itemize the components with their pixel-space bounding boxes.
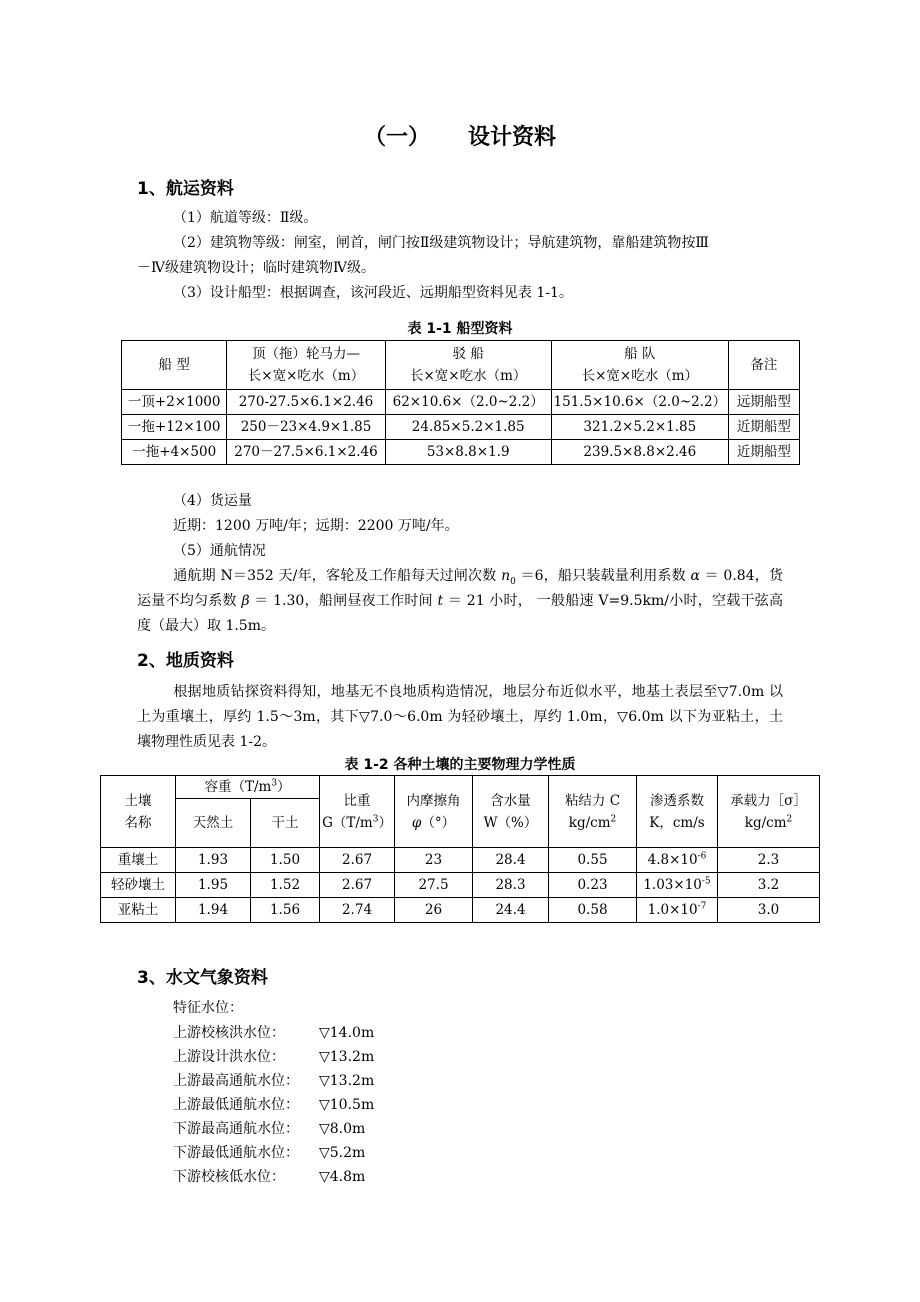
- t2-cell: 1.94: [176, 898, 251, 923]
- t2-header-density: 容重$(T/m^3)$: [176, 776, 320, 799]
- t2-cell: 27.5: [395, 873, 473, 898]
- water-level-item: 下游校核低水位： ▽4.8m: [173, 1169, 366, 1185]
- t1-cell: 一顶+2×1000: [122, 390, 227, 415]
- s1-item-1: （1）航道等级：Ⅱ级。: [173, 210, 318, 226]
- table-2-caption: 表 1-2 各种土壤的主要物理力学性质: [344, 757, 576, 773]
- t2-header-water: 含水量 W（%）: [473, 776, 549, 848]
- t1-cell: 一拖+12×100: [122, 415, 227, 440]
- t2-cell: 1.95: [176, 873, 251, 898]
- s1-item-2-line2: －Ⅳ级建筑物设计；临时建筑物Ⅳ级。: [137, 260, 375, 276]
- table-2-soil-properties: [100, 775, 820, 923]
- t2-cell: 1.52: [251, 873, 320, 898]
- table-row: [122, 390, 800, 415]
- t2-cell: 0.23: [549, 873, 637, 898]
- t2-header-sg: 比重 $G(T/m^3)$: [320, 776, 395, 848]
- t2-cell: 0.58: [549, 898, 637, 923]
- s1-item-4-text: 近期：1200 万吨/年；远期：2200 万吨/年。: [173, 518, 459, 534]
- table-row: [122, 415, 800, 440]
- t1-cell: 62×10.6×（2.0~2.2）: [385, 390, 551, 415]
- t2-cell: 亚粘土: [101, 898, 176, 923]
- t1-cell: 53×8.8×1.9: [385, 440, 551, 465]
- table-row: [101, 898, 820, 923]
- s1-item-3: （3）设计船型：根据调查，该河段近、远期船型资料见表 1-1。: [173, 285, 573, 301]
- t2-cell: 重壤土: [101, 848, 176, 873]
- t1-cell: 151.5×10.6×（2.0~2.2）: [551, 390, 728, 415]
- t2-cell: 3.2: [718, 873, 820, 898]
- t2-cell: 1.50: [251, 848, 320, 873]
- t2-cell: 26: [395, 898, 473, 923]
- t2-cell: 2.74: [320, 898, 395, 923]
- water-level-intro: 特征水位：: [173, 1000, 243, 1016]
- t2-cell: 轻砂壤土: [101, 873, 176, 898]
- table-1-ship-types: [121, 340, 800, 465]
- t1-header-tug: 顶（拖）轮马力— 长×宽×吃水（m）: [227, 341, 385, 390]
- t2-cell: 2.67: [320, 848, 395, 873]
- t2-cell: 1.56: [251, 898, 320, 923]
- t2-header-bearing: 承载力［σ］ $kg/cm^2$: [718, 776, 820, 848]
- t1-cell: 远期船型: [728, 390, 799, 415]
- t2-cell: 2.3: [718, 848, 820, 873]
- t2-cell: 28.4: [473, 848, 549, 873]
- t1-cell: 24.85×5.2×1.85: [385, 415, 551, 440]
- t1-cell: 239.5×8.8×2.46: [551, 440, 728, 465]
- t2-header-dry: 干土: [251, 799, 320, 848]
- document-title: [0, 120, 920, 151]
- t1-cell: 近期船型: [728, 440, 799, 465]
- t1-header-fleet: 船 队 长×宽×吃水（m）: [551, 341, 728, 390]
- t2-header-soil: 土壤 名称: [101, 776, 176, 848]
- table-1-caption: 表 1-1 船型资料: [407, 321, 513, 337]
- water-level-item: 下游最低通航水位： ▽5.2m: [173, 1145, 366, 1161]
- title-number: （一）: [363, 125, 430, 150]
- t1-header-barge: 驳 船 长×宽×吃水（m）: [385, 341, 551, 390]
- section-3-heading: 3、水文气象资料: [137, 968, 268, 988]
- t2-cell: 1.93: [176, 848, 251, 873]
- section-1-heading: 1、航运资料: [137, 179, 234, 199]
- t1-header-note: 备注: [728, 341, 799, 390]
- t1-cell: 270-27.5×6.1×2.46: [227, 390, 385, 415]
- s1-item-5-text: 通航期 N＝352 天/年，客轮及工作船每天过闸次数 $n_0 =6$，船只装载量利用系数 α ＝ 0.84，货运量不均匀系数 β ＝ 1.30，船闸昼夜工作时间 t ＝ 21 小时， 一般船速 V=9.5km/小时，空载干弦高度（最大）取 1.5m。: [137, 568, 783, 634]
- t2-cell: 0.55: [549, 848, 637, 873]
- s1-item-5: （5）通航情况: [173, 543, 266, 559]
- t2-cell: 28.3: [473, 873, 549, 898]
- table-row: [101, 873, 820, 898]
- section-2-heading: 2、地质资料: [137, 651, 234, 671]
- t2-cell: $1.0\times 10^{-7}$: [637, 898, 718, 923]
- t1-header-ship: 船 型: [122, 341, 227, 390]
- t1-cell: 近期船型: [728, 415, 799, 440]
- t2-header-cohesion: 粘结力 C $kg/cm^2$: [549, 776, 637, 848]
- t2-cell: $1.03\times 10^{-5}$: [637, 873, 718, 898]
- table-row: [101, 848, 820, 873]
- water-level-item: 上游最高通航水位： ▽13.2m: [173, 1073, 375, 1089]
- water-level-item: 上游最低通航水位： ▽10.5m: [173, 1097, 375, 1113]
- water-level-item: 上游校核洪水位： ▽14.0m: [173, 1025, 375, 1041]
- t2-header-friction: 内摩擦角 φ（°）: [395, 776, 473, 848]
- table-row: [122, 440, 800, 465]
- t2-cell: 23: [395, 848, 473, 873]
- water-level-item: 下游最高通航水位： ▽8.0m: [173, 1121, 366, 1137]
- s1-item-2-line1: （2）建筑物等级：闸室，闸首，闸门按Ⅱ级建筑物设计；导航建筑物，靠船建筑物按Ⅲ: [173, 235, 709, 251]
- t2-cell: 3.0: [718, 898, 820, 923]
- t2-header-permeability: 渗透系数 K，cm/s: [637, 776, 718, 848]
- t1-cell: 270－27.5×6.1×2.46: [227, 440, 385, 465]
- title-text: 设计资料: [468, 125, 557, 150]
- t1-cell: 321.2×5.2×1.85: [551, 415, 728, 440]
- t2-header-natural: 天然土: [176, 799, 251, 848]
- t1-cell: 250－23×4.9×1.85: [227, 415, 385, 440]
- water-level-item: 上游设计洪水位： ▽13.2m: [173, 1049, 375, 1065]
- s2-paragraph: 根据地质钻探资料得知，地基无不良地质构造情况，地层分布近似水平，地基土表层至▽7.0m 以上为重壤土，厚约 1.5～3m，其下▽7.0～6.0m 为轻砂壤土，厚约 1.0m，▽6.0m 以下为亚粘土，土壤物理性质见表 1-2。: [137, 684, 783, 750]
- s1-item-4: （4）货运量: [173, 493, 252, 509]
- t2-cell: 24.4: [473, 898, 549, 923]
- t2-cell: 2.67: [320, 873, 395, 898]
- t2-cell: $4.8\times 10^{-6}$: [637, 848, 718, 873]
- t1-cell: 一拖+4×500: [122, 440, 227, 465]
